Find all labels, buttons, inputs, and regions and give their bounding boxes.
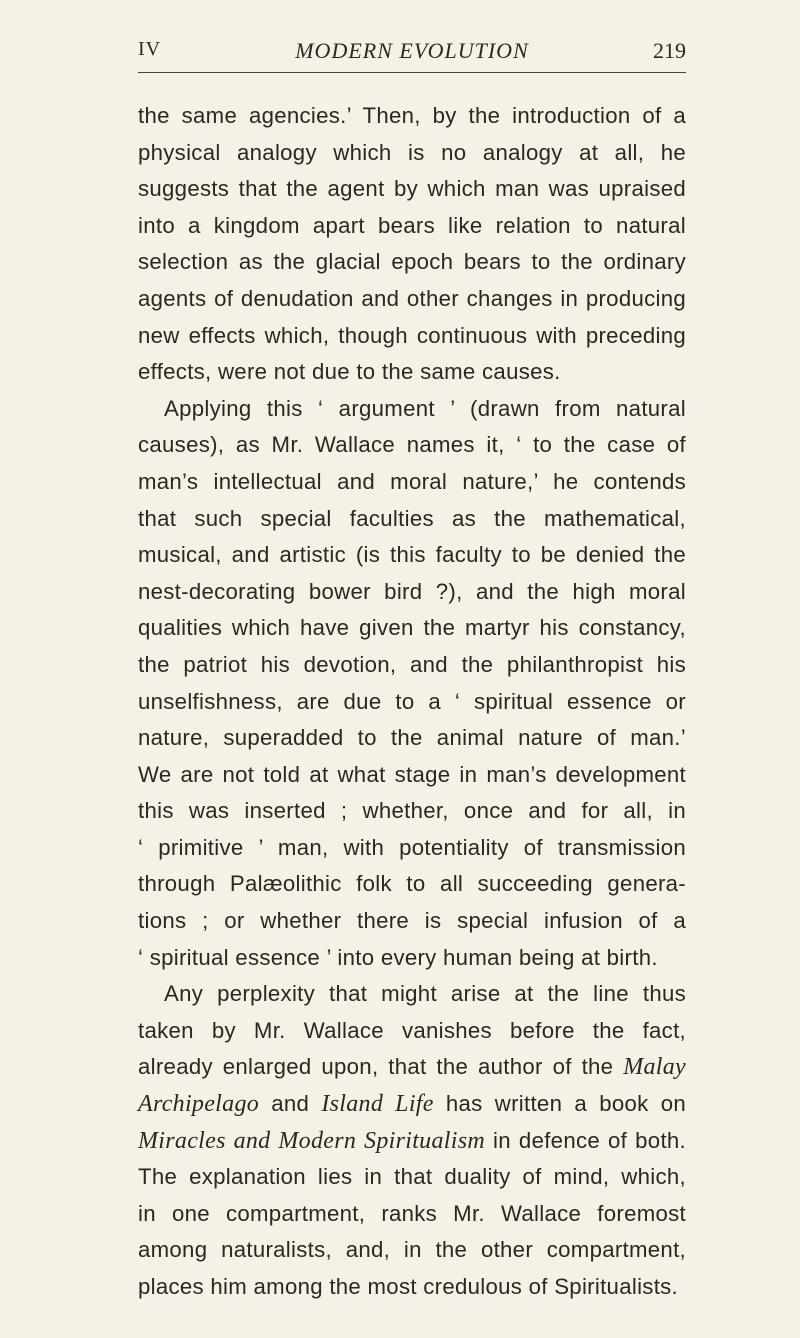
text-line: unselfishness, are due to a ‘ spiritual essence or — [138, 688, 686, 714]
body-text — [138, 98, 686, 1306]
book-title-island-life: Island Life — [321, 1091, 434, 1118]
text-line: taken by Mr. Wallace vanishes before the fact, — [138, 1017, 686, 1043]
text-line: We are not told at what stage in man’s development — [138, 761, 686, 787]
text-line: man’s intellectual and moral nature,’ he contends — [138, 468, 686, 494]
text-line: ‘ spiritual essence ’ into every human being at birth. — [138, 944, 658, 970]
text-line: musical, and artistic (is this faculty to be denied the — [138, 542, 686, 568]
paragraph-3 — [138, 976, 686, 1305]
text-line: tions ; or whether there is special infusion of a — [138, 908, 686, 934]
paragraph-2 — [138, 391, 686, 977]
text-line — [138, 1049, 686, 1086]
text-line: through Palæolithic folk to all succeeding genera- — [138, 871, 686, 897]
running-title: MODERN EVOLUTION — [295, 38, 529, 63]
text-line: this was inserted ; whether, once and for all, in — [138, 798, 686, 824]
text-line: causes), as Mr. Wallace names it, ‘ to the case of — [138, 432, 686, 458]
text-line: new effects which, though continuous with preceding — [138, 322, 686, 348]
text-line: Any perplexity that might arise at the line thus — [164, 981, 686, 1007]
text-run: and — [259, 1091, 322, 1117]
text-line: suggests that the agent by which man was upraised — [138, 176, 686, 202]
text-line: into a kingdom apart bears like relation to natural — [138, 212, 686, 238]
page-number: 219 — [653, 38, 686, 63]
header-rule — [138, 72, 686, 73]
text-line: agents of denudation and other changes in producing — [138, 285, 686, 311]
book-title-miracles: Miracles and Modern Spiritualism — [138, 1127, 485, 1154]
chapter-number: IV — [138, 38, 162, 60]
text-line: the same agencies.’ Then, by the introduction of a — [138, 103, 686, 128]
text-line: that such special faculties as the mathematical, — [138, 505, 686, 531]
page-header — [138, 38, 686, 74]
text-line: among naturalists, and, in the other compartment, — [138, 1237, 686, 1263]
paragraph-1 — [138, 98, 686, 391]
text-line: The explanation lies in that duality of mind, which, — [138, 1164, 686, 1190]
text-run: in defence of both. — [484, 1127, 687, 1153]
text-line: nature, superadded to the animal nature of man.’ — [138, 725, 686, 751]
text-line: nest-decorating bower bird ?), and the high moral — [138, 578, 686, 604]
text-line: in one compartment, ranks Mr. Wallace foremost — [138, 1200, 686, 1226]
text-line: Applying this ‘ argument ’ (drawn from natural — [164, 395, 686, 421]
text-run: has written a book on — [433, 1091, 686, 1117]
text-line: ‘ primitive ’ man, with potentiality of transmission — [138, 834, 686, 860]
text-line — [138, 1086, 686, 1123]
text-line: places him among the most credulous of Spiritualists. — [138, 1274, 679, 1299]
text-line — [138, 1123, 686, 1160]
book-title-archipelago-part: Archipelago — [138, 1091, 260, 1118]
text-line: selection as the glacial epoch bears to the ordinary — [138, 249, 686, 275]
text-line: qualities which have given the martyr his constancy, — [138, 615, 686, 641]
text-line: physical analogy which is no analogy at all, he — [138, 139, 686, 165]
text-run: already enlarged upon, that the author of the — [138, 1054, 624, 1080]
text-line: the patriot his devotion, and the philanthropist his — [138, 651, 686, 677]
text-line: effects, were not due to the same causes. — [138, 359, 561, 385]
book-title-malay-archipelago-part: Malay — [623, 1054, 686, 1081]
